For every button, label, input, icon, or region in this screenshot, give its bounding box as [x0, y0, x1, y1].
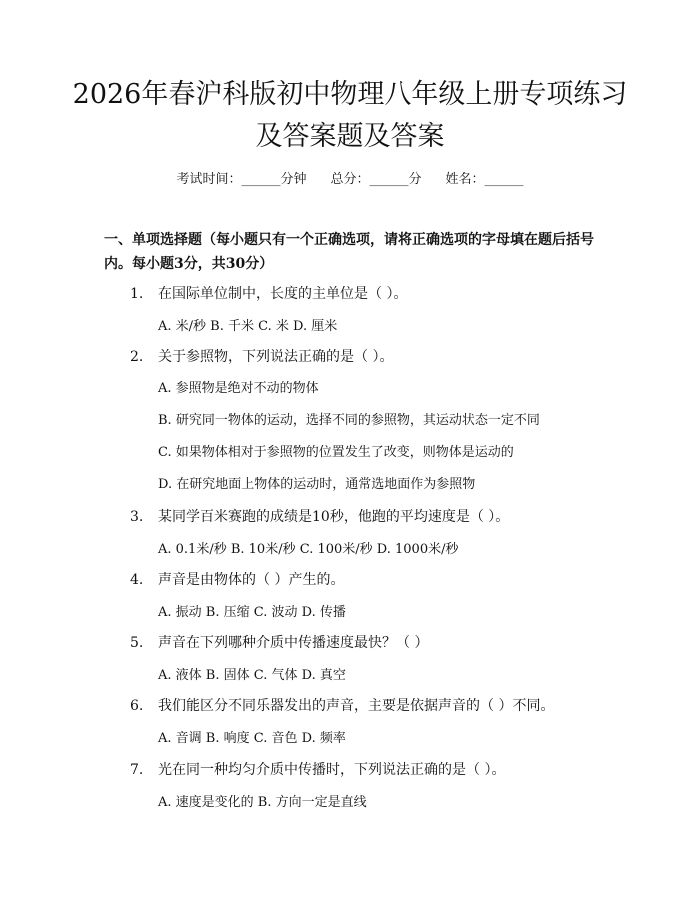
- option-c: C. 如果物体相对于参照物的位置发生了改变，则物体是运动的: [158, 445, 514, 460]
- option-a: A. 参照物是绝对不动的物体: [158, 381, 319, 396]
- document-title: 2026年春沪科版初中物理八年级上册专项练习及答案题及答案: [72, 79, 628, 152]
- question-1: [130, 283, 407, 303]
- question-number: 7.: [130, 762, 144, 778]
- question-3-options: A. 0.1米/秒 B. 10米/秒 C. 100米/秒 D. 1000米/秒: [158, 542, 459, 557]
- question-text: 在国际单位制中，长度的主单位是（ ）。: [158, 286, 408, 302]
- option-d: D. 在研究地面上物体的运动时，通常选地面作为参照物: [158, 477, 476, 492]
- question-number: 6.: [130, 698, 144, 714]
- question-text: 光在同一种均匀介质中传播时，下列说法正确的是（ ）。: [158, 762, 506, 778]
- question-number: 3.: [130, 509, 144, 525]
- total-score: 总分：______分: [330, 172, 422, 187]
- student-name: 姓名：______: [445, 172, 524, 187]
- question-text: 声音在下列哪种介质中传播速度最快？（ ）: [158, 635, 429, 651]
- question-2: [130, 346, 393, 366]
- question-4-options: A. 振动 B. 压缩 C. 波动 D. 传播: [158, 605, 346, 620]
- section-heading: 一、单项选择题（每小题只有一个正确选项，请将正确选项的字母填在题后括号内。每小题3分，共30分）: [104, 232, 594, 272]
- question-number: 5.: [130, 635, 144, 651]
- question-text: 我们能区分不同乐器发出的声音，主要是依据声音的（ ）不同。: [158, 698, 555, 714]
- exam-time: 考试时间：______分钟: [176, 172, 307, 187]
- question-6: [130, 695, 554, 715]
- question-number: 1.: [130, 286, 144, 302]
- option-b: B. 研究同一物体的运动，选择不同的参照物，其运动状态一定不同: [158, 413, 540, 428]
- question-7: [130, 759, 505, 779]
- question-3: [130, 506, 509, 526]
- question-1-options: A. 米/秒 B. 千米 C. 米 D. 厘米: [158, 319, 338, 334]
- question-number: 4.: [130, 572, 144, 588]
- question-text: 某同学百米赛跑的成绩是10秒，他跑的平均速度是（ ）。: [158, 509, 510, 525]
- question-7-options: A. 速度是变化的 B. 方向一定是直线: [158, 795, 367, 810]
- question-number: 2.: [130, 349, 144, 365]
- question-5-options: A. 液体 B. 固体 C. 气体 D. 真空: [158, 668, 346, 683]
- question-5: [130, 632, 428, 652]
- question-6-options: A. 音调 B. 响度 C. 音色 D. 频率: [158, 731, 346, 746]
- exam-meta: [0, 168, 700, 187]
- question-text: 关于参照物，下列说法正确的是（ ）。: [158, 349, 394, 365]
- question-4: [130, 569, 344, 589]
- question-text: 声音是由物体的（ ）产生的。: [158, 572, 345, 588]
